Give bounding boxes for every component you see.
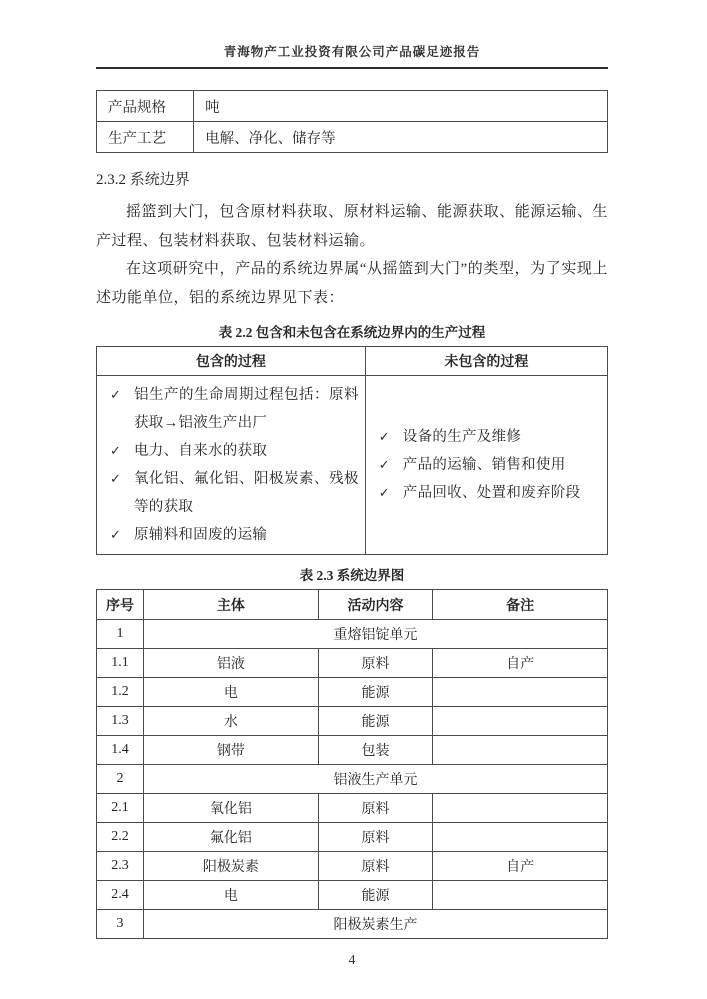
cell-subject: 氧化铝 <box>144 794 319 823</box>
page-number: 4 <box>348 952 356 967</box>
col-header-activity: 活动内容 <box>318 590 432 620</box>
cell-note <box>433 736 608 765</box>
table-row <box>97 736 608 765</box>
spec-value: 电解、净化、储存等 <box>194 122 608 153</box>
table-row <box>97 881 608 910</box>
table-row <box>97 678 608 707</box>
cell-unit-merged: 铝液生产单元 <box>144 765 608 794</box>
checkmark-icon: ✓ <box>110 527 121 542</box>
col-header-note: 备注 <box>433 590 608 620</box>
paragraph-boundary: 在这项研究中，产品的系统边界属“从摇篮到大门”的类型，为了实现上述功能单位，铝的系统边界见下表： <box>96 261 608 306</box>
cell-no: 3 <box>97 910 144 939</box>
cell-note <box>433 881 608 910</box>
spec-value: 吨 <box>194 91 608 122</box>
cell-subject: 水 <box>144 707 319 736</box>
table-body-row <box>97 376 608 555</box>
table-row <box>97 122 608 153</box>
cell-activity: 原料 <box>318 794 432 823</box>
excluded-header: 未包含的过程 <box>365 347 607 376</box>
cell-note: 自产 <box>433 852 608 881</box>
table22-caption: 表 2.2 包含和未包含在系统边界内的生产过程 <box>218 325 486 340</box>
table-header-row <box>97 590 608 620</box>
table-header-row <box>97 347 608 376</box>
table-row <box>97 620 608 649</box>
cell-activity: 原料 <box>318 649 432 678</box>
cell-activity: 能源 <box>318 881 432 910</box>
table-row <box>97 852 608 881</box>
checked-list-item <box>97 381 365 437</box>
cell-unit-merged: 阳极炭素生产 <box>144 910 608 939</box>
checked-list-item <box>97 465 365 521</box>
excluded-list <box>366 376 607 554</box>
cell-no: 1 <box>97 620 144 649</box>
report-title: 青海物产工业投资有限公司产品碳足迹报告 <box>223 45 481 59</box>
checked-list-item <box>366 479 607 507</box>
list-item-text: 原辅料和固废的运输 <box>134 527 268 543</box>
cell-no: 2.3 <box>97 852 144 881</box>
checked-list-item <box>366 451 607 479</box>
included-cell <box>97 376 366 555</box>
list-item-text: 铝生产的生命周期过程包括：原料获取→铝液生产出厂 <box>134 387 359 431</box>
cell-subject: 钢带 <box>144 736 319 765</box>
excluded-cell <box>365 376 607 555</box>
included-header: 包含的过程 <box>97 347 366 376</box>
cell-activity: 原料 <box>318 852 432 881</box>
table-row <box>97 649 608 678</box>
checkmark-icon: ✓ <box>110 387 121 402</box>
cell-no: 1.3 <box>97 707 144 736</box>
page-content <box>96 0 608 968</box>
table-row <box>97 910 608 939</box>
list-item-text: 设备的生产及维修 <box>402 429 522 445</box>
checkmark-icon: ✓ <box>110 443 121 458</box>
table23-caption: 表 2.3 系统边界图 <box>299 568 405 583</box>
cell-activity: 包装 <box>318 736 432 765</box>
paragraph-scope: 摇篮到大门，包含原材料获取、原材料运输、能源获取、能源运输、生产过程、包装材料获取、包装材料运输。 <box>96 204 608 249</box>
cell-subject: 电 <box>144 678 319 707</box>
checkmark-icon: ✓ <box>110 471 121 486</box>
table-row <box>97 707 608 736</box>
cell-note <box>433 678 608 707</box>
table-row <box>97 823 608 852</box>
page-header <box>96 0 608 69</box>
section-heading: 2.3.2 系统边界 <box>96 172 190 188</box>
cell-subject: 铝液 <box>144 649 319 678</box>
cell-no: 2.4 <box>97 881 144 910</box>
system-boundary-diagram-table <box>96 589 608 939</box>
spec-label: 产品规格 <box>97 91 194 122</box>
cell-no: 1.2 <box>97 678 144 707</box>
cell-subject: 氟化铝 <box>144 823 319 852</box>
col-header-no: 序号 <box>97 590 144 620</box>
checkmark-icon: ✓ <box>378 429 390 444</box>
cell-no: 2.2 <box>97 823 144 852</box>
checkmark-icon: ✓ <box>378 457 390 472</box>
cell-note <box>433 707 608 736</box>
cell-no: 1.4 <box>97 736 144 765</box>
list-item-text: 产品回收、处置和废弃阶段 <box>402 485 581 501</box>
cell-activity: 原料 <box>318 823 432 852</box>
table-row <box>97 794 608 823</box>
checked-list-item <box>366 423 607 451</box>
list-item-text: 产品的运输、销售和使用 <box>402 457 566 473</box>
cell-unit-merged: 重熔铝锭单元 <box>144 620 608 649</box>
checked-list-item <box>97 521 365 549</box>
cell-no: 1.1 <box>97 649 144 678</box>
cell-subject: 阳极炭素 <box>144 852 319 881</box>
included-list <box>97 376 365 554</box>
checked-list-item <box>97 437 365 465</box>
cell-activity: 能源 <box>318 678 432 707</box>
spec-label: 生产工艺 <box>97 122 194 153</box>
system-boundary-process-table <box>96 346 608 555</box>
col-header-subject: 主体 <box>144 590 319 620</box>
list-item-text: 氧化铝、氟化铝、阳极炭素、残极等的获取 <box>134 471 359 515</box>
cell-note <box>433 823 608 852</box>
cell-no: 2.1 <box>97 794 144 823</box>
table-row <box>97 91 608 122</box>
cell-note: 自产 <box>433 649 608 678</box>
list-item-text: 电力、自来水的获取 <box>134 443 268 459</box>
product-spec-table <box>96 90 608 153</box>
checkmark-icon: ✓ <box>378 485 390 500</box>
cell-subject: 电 <box>144 881 319 910</box>
cell-activity: 能源 <box>318 707 432 736</box>
cell-no: 2 <box>97 765 144 794</box>
table-row <box>97 765 608 794</box>
cell-note <box>433 794 608 823</box>
